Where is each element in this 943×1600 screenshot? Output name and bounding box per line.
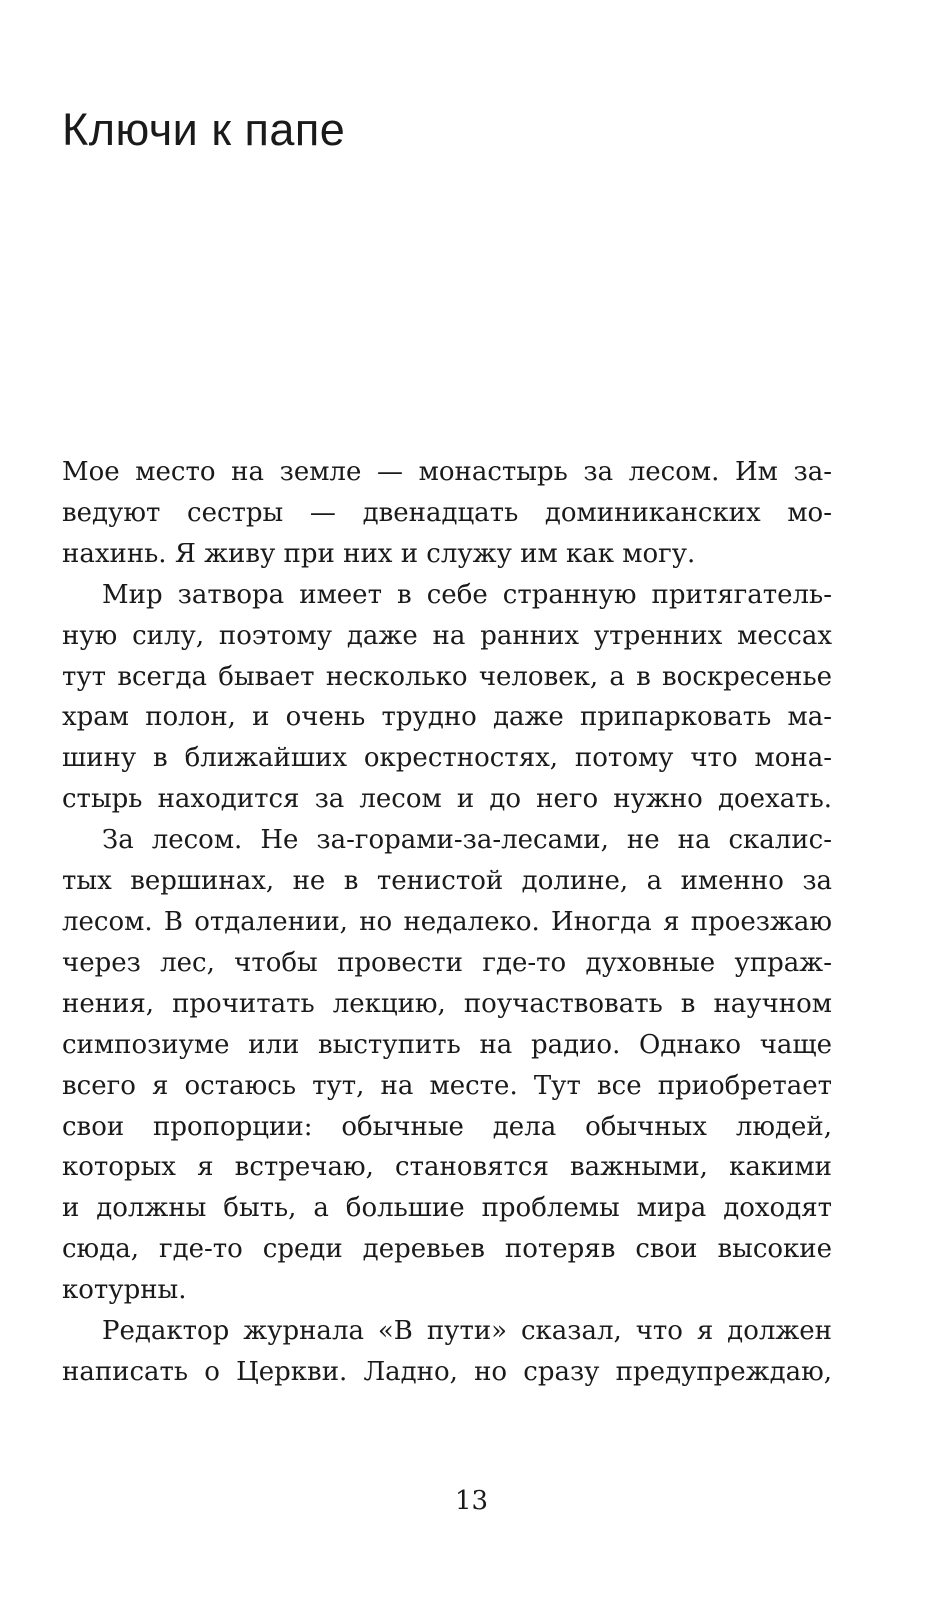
chapter-title: Ключи к папе xyxy=(62,104,346,155)
text-line: За лесом. Не за-горами-за-лесами, не на скалис- xyxy=(102,825,832,856)
text-line: стырь находится за лесом и до него нужно доехать. xyxy=(62,784,832,815)
text-line: через лес, чтобы провести где-то духовные упраж- xyxy=(62,947,832,978)
text-line: и должны быть, а большие проблемы мира доходят xyxy=(62,1193,832,1224)
text-line: написать о Церкви. Ладно, но сразу предупреждаю, xyxy=(62,1356,832,1387)
text-line: нахинь. Я живу при них и служу им как могу. xyxy=(62,538,696,569)
text-line: шину в ближайших окрестностях, потому что мона- xyxy=(62,743,832,774)
text-line: сюда, где-то среди деревьев потеряв свои высокие xyxy=(62,1234,832,1265)
page-number: 13 xyxy=(454,1486,489,1516)
text-line: Редактор журнала «В пути» сказал, что я должен xyxy=(102,1316,832,1347)
body-text xyxy=(62,452,832,1393)
text-line: тых вершинах, не в тенистой долине, а именно за xyxy=(62,866,832,897)
text-line: симпозиуме или выступить на радио. Однако чаще xyxy=(62,1029,832,1060)
text-line: всего я остаюсь тут, на месте. Тут все приобретает xyxy=(62,1070,832,1101)
text-line: нения, прочитать лекцию, поучаствовать в научном xyxy=(62,988,832,1019)
text-line: котурны. xyxy=(62,1275,187,1306)
text-line: лесом. В отдалении, но недалеко. Иногда я проезжаю xyxy=(62,906,832,937)
text-line: храм полон, и очень трудно даже припарковать ма- xyxy=(62,702,832,733)
text-line: Мое место на земле — монастырь за лесом. Им за- xyxy=(62,457,832,487)
text-line: тут всегда бывает несколько человек, а в воскресенье xyxy=(62,661,832,692)
text-line: Мир затвора имеет в себе странную притягатель- xyxy=(102,579,832,610)
text-line: ную силу, поэтому даже на ранних утренних мессах xyxy=(62,620,832,651)
text-line: которых я встречаю, становятся важными, какими xyxy=(62,1152,832,1183)
text-line: ведуют сестры — двенадцать доминиканских мо- xyxy=(62,497,832,528)
text-line: свои пропорции: обычные дела обычных людей, xyxy=(62,1111,832,1142)
